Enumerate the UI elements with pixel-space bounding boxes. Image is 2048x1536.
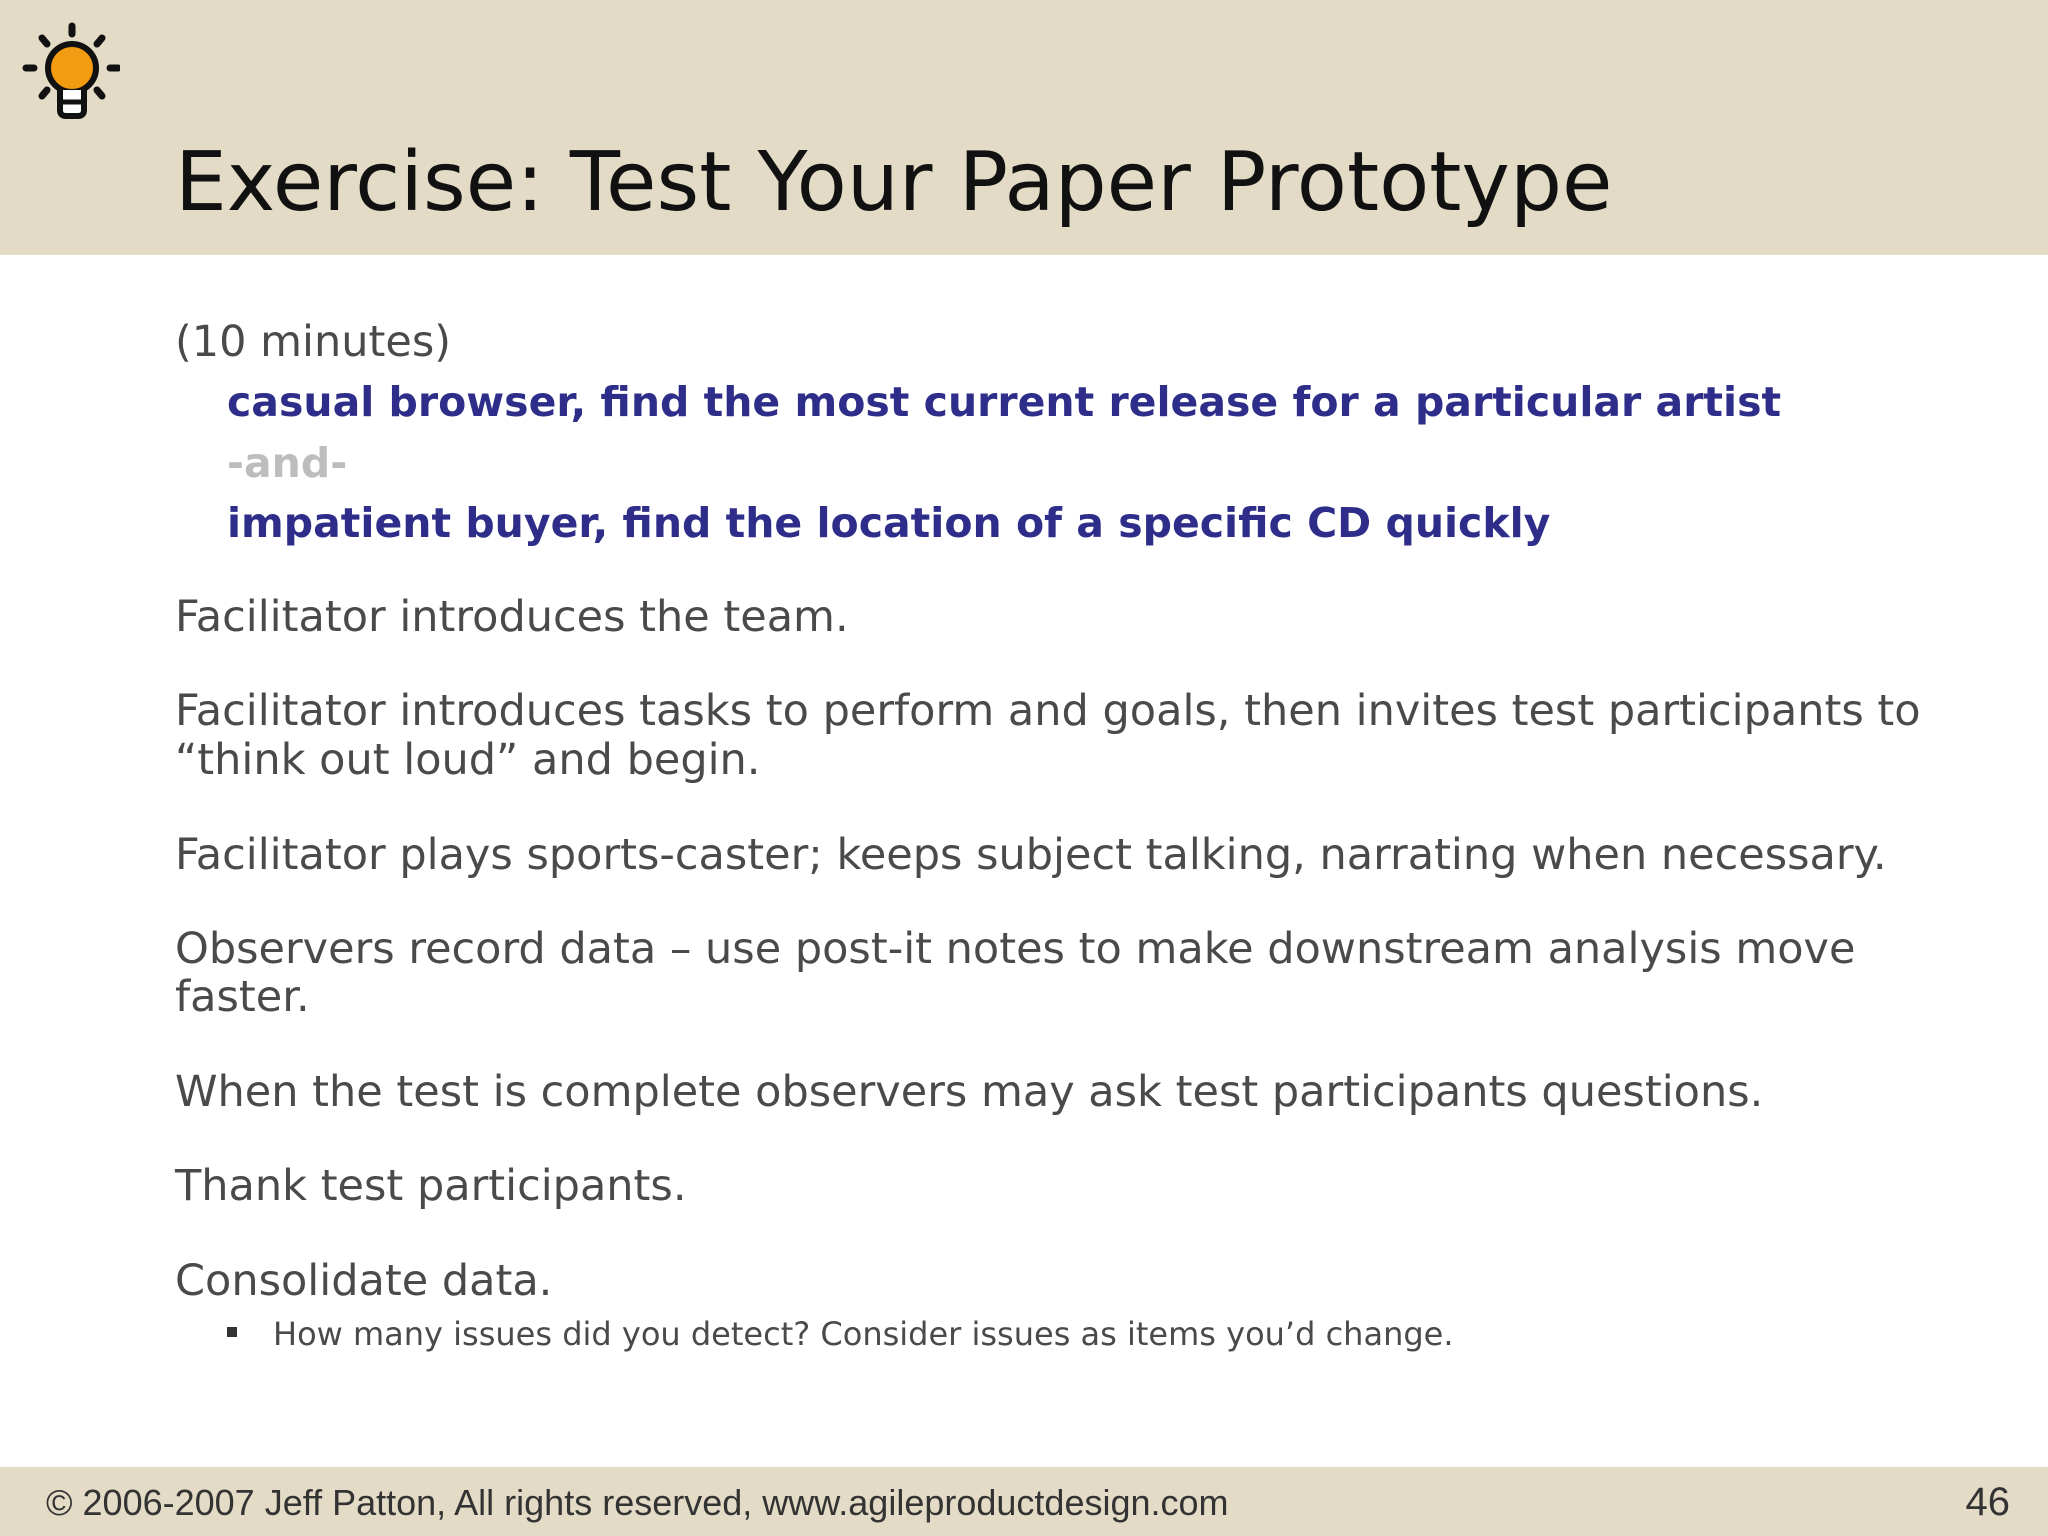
step-introduce-tasks-line1: Facilitator introduces tasks to perform and goals, then invites test participants to — [175, 686, 1921, 736]
step-introduce-team: Facilitator introduces the team. — [175, 592, 849, 642]
sub-bullet-text: How many issues did you detect? Consider issues as items you’d change. — [273, 1315, 1454, 1353]
duration-text: (10 minutes) — [175, 317, 451, 367]
header-band — [0, 0, 2048, 255]
step-introduce-tasks-line2: “think out loud” and begin. — [175, 735, 761, 785]
step-sports-caster: Facilitator plays sports-caster; keeps subject talking, narrating when necessary. — [175, 830, 1887, 880]
step-ask-questions: When the test is complete observers may ask test participants questions. — [175, 1067, 1764, 1117]
slide-title: Exercise: Test Your Paper Prototype — [175, 135, 1613, 230]
task-impatient-buyer: impatient buyer, find the location of a specific CD quickly — [227, 499, 1551, 547]
page-number: 46 — [1965, 1480, 2010, 1524]
lightbulb-icon — [20, 22, 120, 122]
step-observers-record-line1: Observers record data – use post-it notes to make downstream analysis move — [175, 924, 1856, 974]
square-bullet-icon — [227, 1327, 237, 1337]
step-thank-participants: Thank test participants. — [175, 1161, 687, 1211]
step-consolidate-data: Consolidate data. — [175, 1256, 553, 1306]
footer-band — [0, 1467, 2048, 1536]
copyright-text: © 2006-2007 Jeff Patton, All rights reserved, www.agileproductdesign.com — [46, 1482, 1229, 1523]
and-separator: -and- — [227, 439, 348, 487]
sub-bullet-issues — [227, 1314, 1454, 1354]
step-observers-record-line2: faster. — [175, 972, 310, 1022]
task-casual-browser: casual browser, find the most current release for a particular artist — [227, 378, 1782, 426]
